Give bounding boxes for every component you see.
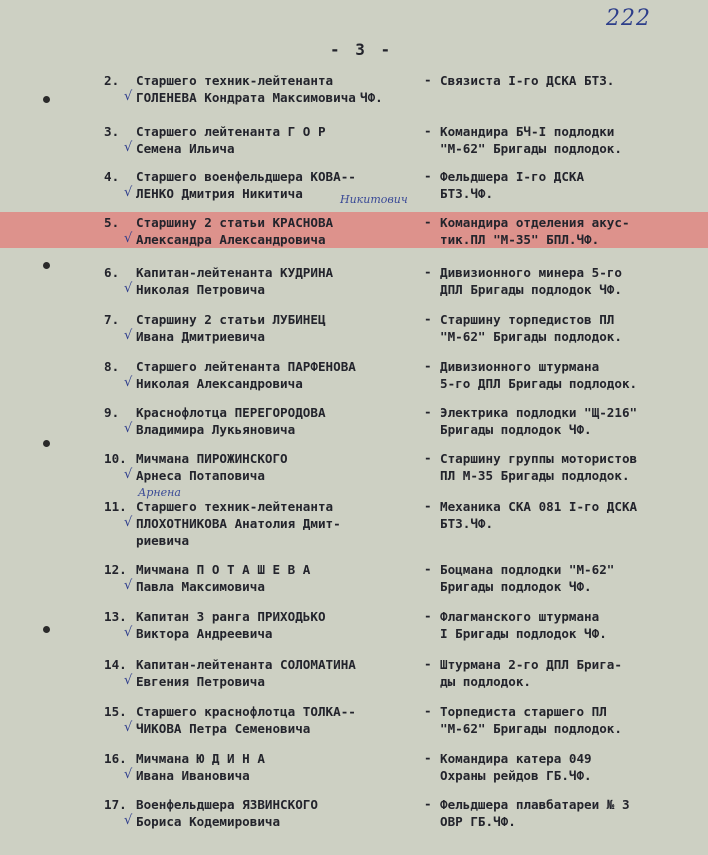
archive-sheet-number: 222 (606, 6, 651, 31)
position-line: 5-го ДПЛ Бригады подлодок. (440, 376, 638, 391)
recipient-line: Старшего техник-лейтенанта (136, 499, 334, 514)
recipient-line: Мичмана П О Т А Ш Е В А (136, 562, 311, 577)
separator-dash: - (424, 404, 432, 419)
recipient-position (360, 72, 704, 106)
position-line: "М-62" Бригады подлодок. (440, 329, 622, 344)
position-line: тик.ПЛ "М-35" БПЛ.ЧФ. (440, 232, 600, 247)
checkmark-icon: √ (124, 421, 133, 436)
checkmark-icon: √ (124, 515, 133, 530)
recipient-position (440, 750, 704, 784)
recipient-name (136, 311, 426, 345)
separator-dash: - (424, 72, 432, 87)
list-item (0, 606, 708, 642)
entry-number: 7. (104, 312, 120, 327)
position-line: Дивизионного минера 5-го (440, 265, 622, 280)
list-item (0, 262, 708, 298)
position-line: Командира БЧ-I подлодки (440, 124, 615, 139)
position-line: Флагманского штурмана (440, 609, 600, 624)
list-item (0, 496, 708, 550)
checkmark-icon: √ (124, 767, 133, 782)
recipient-line: риевича (136, 533, 190, 548)
checkmark-icon: √ (124, 89, 133, 104)
recipient-name (136, 750, 426, 784)
separator-dash: - (424, 168, 432, 183)
recipient-position (440, 703, 704, 737)
recipient-line: Ивана Ивановича (136, 768, 250, 783)
position-line: ПЛ М-35 Бригады подлодок. (440, 468, 630, 483)
recipient-line: ГОЛЕНЕВА Кондрата Максимовича (136, 90, 356, 105)
recipient-position (440, 168, 704, 202)
entry-number: 13. (104, 609, 127, 624)
entry-number: 10. (104, 451, 127, 466)
position-line: БТЗ.ЧФ. (440, 516, 494, 531)
separator-dash: - (424, 358, 432, 373)
separator-dash: - (424, 450, 432, 465)
entry-number: 11. (104, 499, 127, 514)
recipient-line: Ивана Дмитриевича (136, 329, 265, 344)
list-item (0, 748, 708, 784)
recipient-name (136, 561, 426, 595)
recipient-line: ЧИКОВА Петра Семеновича (136, 721, 311, 736)
entry-number: 12. (104, 562, 127, 577)
checkmark-icon: √ (124, 813, 133, 828)
recipient-position (440, 656, 704, 690)
recipient-position (440, 404, 704, 438)
binding-hole (43, 440, 50, 447)
list-item (0, 70, 708, 106)
checkmark-icon: √ (124, 673, 133, 688)
entry-number: 8. (104, 359, 120, 374)
list-item (0, 356, 708, 392)
entry-number: 4. (104, 169, 120, 184)
position-line: Боцмана подлодки "М-62" (440, 562, 615, 577)
separator-dash: - (424, 214, 432, 229)
entry-number: 14. (104, 657, 127, 672)
recipient-name (136, 703, 426, 737)
position-line: I Бригады подлодок ЧФ. (440, 626, 607, 641)
separator-dash: - (424, 311, 432, 326)
separator-dash: - (424, 123, 432, 138)
recipient-position (440, 450, 704, 484)
list-item (0, 309, 708, 345)
checkmark-icon: √ (124, 231, 133, 246)
separator-dash: - (424, 656, 432, 671)
recipient-line: Семена Ильича (136, 141, 235, 156)
checkmark-icon: √ (124, 328, 133, 343)
position-line: Бригады подлодок ЧФ. (440, 422, 592, 437)
entry-number: 15. (104, 704, 127, 719)
checkmark-icon: √ (124, 185, 133, 200)
recipient-name (136, 404, 426, 438)
position-line: Командира отделения акус- (440, 215, 630, 230)
recipient-position (440, 498, 704, 532)
recipient-position (440, 358, 704, 392)
recipient-line: ЛЕНКО Дмитрия Никитича (136, 186, 303, 201)
recipient-name (136, 214, 426, 248)
recipient-name (136, 498, 426, 549)
recipient-line: Старшего лейтенанта ПАРФЕНОВА (136, 359, 356, 374)
recipient-line: Краснофлотца ПЕРЕГОРОДОВА (136, 405, 326, 420)
list-item (0, 212, 708, 248)
recipient-line: Арнеса Потаповича (136, 468, 265, 483)
recipient-line: Николая Александровича (136, 376, 303, 391)
entry-number: 5. (104, 215, 120, 230)
recipient-line: Павла Максимовича (136, 579, 265, 594)
recipient-name (136, 608, 426, 642)
recipient-line: Мичмана ПИРОЖИНСКОГО (136, 451, 288, 466)
list-item (0, 448, 708, 484)
recipient-line: Капитан 3 ранга ПРИХОДЬКО (136, 609, 326, 624)
position-line: Электрика подлодки "Щ-216" (440, 405, 638, 420)
entry-number: 6. (104, 265, 120, 280)
recipient-line: Владимира Лукьяновича (136, 422, 296, 437)
position-line: Охраны рейдов ГБ.ЧФ. (440, 768, 592, 783)
recipient-name (136, 123, 426, 157)
separator-dash: - (424, 703, 432, 718)
position-line: БТЗ.ЧФ. (440, 186, 494, 201)
position-line: ДПЛ Бригады подлодок ЧФ. (440, 282, 622, 297)
handwritten-note: Никитович (340, 193, 408, 206)
recipient-line: Евгения Петровича (136, 674, 265, 689)
recipient-line: Капитан-лейтенанта СОЛОМАТИНА (136, 657, 356, 672)
position-line: "М-62" Бригады подлодок. (440, 721, 622, 736)
position-line: Фельдшера плавбатареи № 3 (440, 797, 630, 812)
checkmark-icon: √ (124, 375, 133, 390)
position-line: Механика СКА 081 I-го ДСКА (440, 499, 638, 514)
recipient-line: Виктора Андреевича (136, 626, 273, 641)
position-line: ЧФ. (360, 90, 383, 105)
checkmark-icon: √ (124, 467, 133, 482)
entry-number: 9. (104, 405, 120, 420)
checkmark-icon: √ (124, 578, 133, 593)
position-text: Связиста I-го ДСКА БТЗ. (440, 73, 615, 88)
entry-number: 3. (104, 124, 120, 139)
position-line: Дивизионного штурмана (440, 359, 600, 374)
checkmark-icon: √ (124, 720, 133, 735)
position-line: Старшину торпедистов ПЛ (440, 312, 615, 327)
entry-number: 17. (104, 797, 127, 812)
position-line: Штурмана 2-го ДПЛ Брига- (440, 657, 622, 672)
recipient-name (136, 358, 426, 392)
handwritten-note: Арнена (138, 486, 181, 499)
entry-number: 2. (104, 73, 120, 88)
checkmark-icon: √ (124, 281, 133, 296)
position-line: Старшину группы мотористов (440, 451, 638, 466)
separator-dash: - (424, 608, 432, 623)
recipient-line: Старшину 2 статьи КРАСНОВА (136, 215, 334, 230)
separator-dash: - (424, 796, 432, 811)
position-line (440, 72, 704, 89)
position-line: ОВР ГБ.ЧФ. (440, 814, 516, 829)
position-line: ды подлодок. (440, 674, 531, 689)
recipient-line: Мичмана Ю Д И Н А (136, 751, 265, 766)
recipient-line: Старшего техник-лейтенанта (136, 73, 334, 88)
recipient-name (136, 450, 426, 484)
position-line: Бригады подлодок ЧФ. (440, 579, 592, 594)
page-number: - 3 - (330, 40, 394, 59)
separator-dash: - (424, 561, 432, 576)
checkmark-icon: √ (124, 140, 133, 155)
list-item (0, 654, 708, 690)
recipient-position (440, 608, 704, 642)
recipient-position (440, 561, 704, 595)
entry-number: 16. (104, 751, 127, 766)
list-item (0, 559, 708, 595)
recipient-position (440, 796, 704, 830)
recipient-line: Военфельдшера ЯЗВИНСКОГО (136, 797, 318, 812)
separator-dash: - (424, 264, 432, 279)
recipient-line: Капитан-лейтенанта КУДРИНА (136, 265, 334, 280)
recipient-line: Старшего лейтенанта Г О Р (136, 124, 326, 139)
recipient-line: Николая Петровича (136, 282, 265, 297)
recipient-name (136, 264, 426, 298)
separator-dash: - (424, 498, 432, 513)
list-item (0, 121, 708, 157)
recipient-line: Старшину 2 статьи ЛУБИНЕЦ (136, 312, 326, 327)
recipient-name (136, 796, 426, 830)
recipient-position (440, 214, 704, 248)
separator-dash: - (424, 750, 432, 765)
recipient-name (136, 656, 426, 690)
list-item (0, 701, 708, 737)
recipient-line: Александра Александровича (136, 232, 326, 247)
recipient-position (440, 311, 704, 345)
recipient-line: Старшего краснофлотца ТОЛКА-- (136, 704, 356, 719)
position-line: Торпедиста старшего ПЛ (440, 704, 607, 719)
recipient-line: Бориса Кодемировича (136, 814, 281, 829)
recipient-line: ПЛОХОТНИКОВА Анатолия Дмит- (136, 516, 341, 531)
list-item (0, 402, 708, 438)
recipient-line: Старшего военфельдшера КОВА-- (136, 169, 356, 184)
position-line: Командира катера 049 (440, 751, 592, 766)
list-item (0, 794, 708, 830)
position-line: "М-62" Бригады подлодок. (440, 141, 622, 156)
recipient-position (440, 123, 704, 157)
recipient-position (440, 264, 704, 298)
checkmark-icon: √ (124, 625, 133, 640)
position-line: Фельдшера I-го ДСКА (440, 169, 585, 184)
